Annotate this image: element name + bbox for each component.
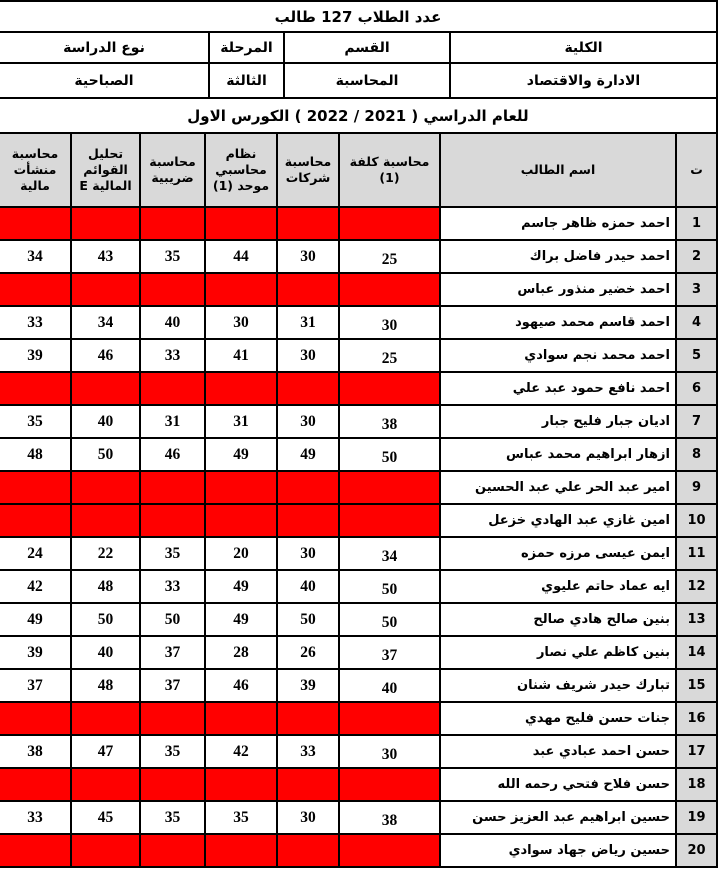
header-row-number: ت bbox=[676, 133, 717, 207]
grade-cell: 30 bbox=[205, 306, 277, 339]
student-row bbox=[0, 339, 717, 372]
fail-cell bbox=[205, 471, 277, 504]
row-number-cell: 13 bbox=[676, 603, 717, 636]
grade-cell: 44 bbox=[205, 240, 277, 273]
grade-cell: 42 bbox=[205, 735, 277, 768]
row-number-cell: 20 bbox=[676, 834, 717, 867]
info-values-row bbox=[0, 63, 717, 98]
grade-cell: 40 bbox=[71, 405, 140, 438]
grade-cell: 50 bbox=[339, 603, 440, 636]
fail-cell bbox=[205, 834, 277, 867]
student-name-cell: اديان جبار فليح جبار bbox=[440, 405, 676, 438]
fail-cell bbox=[71, 834, 140, 867]
student-name-cell: حسن فلاح فتحي رحمه الله bbox=[440, 768, 676, 801]
grade-cell: 30 bbox=[339, 735, 440, 768]
fail-cell bbox=[339, 273, 440, 306]
row-number-cell: 10 bbox=[676, 504, 717, 537]
grade-cell: 30 bbox=[277, 339, 339, 372]
grade-cell: 35 bbox=[0, 405, 71, 438]
grade-cell: 45 bbox=[71, 801, 140, 834]
grade-cell: 20 bbox=[205, 537, 277, 570]
row-number-cell: 19 bbox=[676, 801, 717, 834]
fail-cell bbox=[277, 768, 339, 801]
row-number-cell: 14 bbox=[676, 636, 717, 669]
row-number-cell: 1 bbox=[676, 207, 717, 240]
grade-cell: 24 bbox=[0, 537, 71, 570]
grade-cell: 49 bbox=[205, 438, 277, 471]
fail-cell bbox=[71, 504, 140, 537]
grade-cell: 26 bbox=[277, 636, 339, 669]
grade-cell: 49 bbox=[277, 438, 339, 471]
student-row bbox=[0, 735, 717, 768]
row-number-cell: 3 bbox=[676, 273, 717, 306]
grade-cell: 50 bbox=[71, 438, 140, 471]
fail-cell bbox=[140, 372, 205, 405]
fail-cell bbox=[71, 372, 140, 405]
student-row bbox=[0, 834, 717, 867]
grade-cell: 38 bbox=[0, 735, 71, 768]
student-name-cell: امير عبد الحر علي عبد الحسين bbox=[440, 471, 676, 504]
fail-cell bbox=[71, 207, 140, 240]
student-row bbox=[0, 306, 717, 339]
fail-cell bbox=[71, 702, 140, 735]
fail-cell bbox=[205, 273, 277, 306]
student-name-cell: حسن احمد عبادي عبد bbox=[440, 735, 676, 768]
grade-cell: 33 bbox=[140, 570, 205, 603]
grade-cell: 31 bbox=[277, 306, 339, 339]
header-subject-corporate-accounting: محاسبة شركات bbox=[277, 133, 339, 207]
fail-cell bbox=[339, 702, 440, 735]
student-row bbox=[0, 273, 717, 306]
grade-cell: 41 bbox=[205, 339, 277, 372]
grade-cell: 40 bbox=[71, 636, 140, 669]
student-row bbox=[0, 207, 717, 240]
student-name-cell: حسين ابراهيم عبد العزيز حسن bbox=[440, 801, 676, 834]
title-row bbox=[0, 1, 717, 32]
fail-cell bbox=[71, 273, 140, 306]
grade-cell: 46 bbox=[71, 339, 140, 372]
grade-cell: 33 bbox=[140, 339, 205, 372]
grade-cell: 28 bbox=[205, 636, 277, 669]
student-row bbox=[0, 801, 717, 834]
fail-cell bbox=[277, 207, 339, 240]
value-study-type: الصباحية bbox=[0, 63, 209, 98]
value-department: المحاسبة bbox=[284, 63, 450, 98]
info-labels-row bbox=[0, 32, 717, 63]
grade-cell: 50 bbox=[339, 570, 440, 603]
grade-cell: 39 bbox=[0, 339, 71, 372]
grade-cell: 31 bbox=[140, 405, 205, 438]
row-number-cell: 9 bbox=[676, 471, 717, 504]
grade-cell: 40 bbox=[277, 570, 339, 603]
fail-cell bbox=[0, 702, 71, 735]
student-name-cell: بنين كاظم علي نصار bbox=[440, 636, 676, 669]
student-row bbox=[0, 669, 717, 702]
grade-cell: 35 bbox=[205, 801, 277, 834]
grade-cell: 30 bbox=[277, 537, 339, 570]
fail-cell bbox=[205, 768, 277, 801]
fail-cell bbox=[277, 372, 339, 405]
grade-cell: 22 bbox=[71, 537, 140, 570]
fail-cell bbox=[205, 504, 277, 537]
student-name-cell: امين غازي عبد الهادي خزعل bbox=[440, 504, 676, 537]
header-subject-unified-system: نظام محاسبي موحد (1) bbox=[205, 133, 277, 207]
grade-cell: 39 bbox=[277, 669, 339, 702]
grade-cell: 49 bbox=[0, 603, 71, 636]
student-row bbox=[0, 438, 717, 471]
fail-cell bbox=[0, 372, 71, 405]
fail-cell bbox=[277, 504, 339, 537]
header-subject-financial-institutions: محاسبة منشأت مالية bbox=[0, 133, 71, 207]
student-row bbox=[0, 570, 717, 603]
student-name-cell: تبارك حيدر شريف شنان bbox=[440, 669, 676, 702]
fail-cell bbox=[205, 207, 277, 240]
student-name-cell: احمد نافع حمود عبد علي bbox=[440, 372, 676, 405]
grade-cell: 37 bbox=[140, 669, 205, 702]
grade-cell: 33 bbox=[0, 801, 71, 834]
fail-cell bbox=[140, 702, 205, 735]
grade-cell: 40 bbox=[339, 669, 440, 702]
fail-cell bbox=[0, 504, 71, 537]
fail-cell bbox=[140, 207, 205, 240]
grade-cell: 49 bbox=[205, 570, 277, 603]
fail-cell bbox=[277, 834, 339, 867]
grade-cell: 33 bbox=[277, 735, 339, 768]
grade-cell: 50 bbox=[339, 438, 440, 471]
column-header-row bbox=[0, 133, 717, 207]
fail-cell bbox=[71, 768, 140, 801]
student-name-cell: جنات حسن فليح مهدي bbox=[440, 702, 676, 735]
label-department: القسم bbox=[284, 32, 450, 63]
grade-cell: 37 bbox=[0, 669, 71, 702]
row-number-cell: 17 bbox=[676, 735, 717, 768]
value-college: الادارة والاقتصاد bbox=[450, 63, 717, 98]
value-stage: الثالثة bbox=[209, 63, 284, 98]
fail-cell bbox=[339, 372, 440, 405]
grade-cell: 50 bbox=[71, 603, 140, 636]
grade-cell: 42 bbox=[0, 570, 71, 603]
grade-cell: 49 bbox=[205, 603, 277, 636]
fail-cell bbox=[339, 834, 440, 867]
row-number-cell: 7 bbox=[676, 405, 717, 438]
academic-year-text: للعام الدراسي ( 2021 / 2022 ) الكورس الاول bbox=[0, 98, 717, 133]
fail-cell bbox=[0, 768, 71, 801]
info-table bbox=[0, 0, 718, 134]
grade-cell: 46 bbox=[205, 669, 277, 702]
grade-cell: 30 bbox=[277, 405, 339, 438]
label-college: الكلية bbox=[450, 32, 717, 63]
fail-cell bbox=[0, 273, 71, 306]
grade-cell: 34 bbox=[71, 306, 140, 339]
student-name-cell: ايه عماد حاتم عليوي bbox=[440, 570, 676, 603]
grade-cell: 37 bbox=[339, 636, 440, 669]
header-subject-cost-accounting: محاسبة كلفة (1) bbox=[339, 133, 440, 207]
fail-cell bbox=[339, 471, 440, 504]
row-number-cell: 18 bbox=[676, 768, 717, 801]
student-name-cell: حسين رياض جهاد سوادي bbox=[440, 834, 676, 867]
student-name-cell: بنين صالح هادي صالح bbox=[440, 603, 676, 636]
grade-cell: 48 bbox=[71, 570, 140, 603]
grade-cell: 25 bbox=[339, 240, 440, 273]
grade-cell: 47 bbox=[71, 735, 140, 768]
student-name-cell: احمد حيدر فاضل براك bbox=[440, 240, 676, 273]
fail-cell bbox=[0, 834, 71, 867]
student-name-cell: احمد قاسم محمد صيهود bbox=[440, 306, 676, 339]
grade-cell: 31 bbox=[205, 405, 277, 438]
grade-cell: 43 bbox=[71, 240, 140, 273]
student-row bbox=[0, 471, 717, 504]
fail-cell bbox=[140, 273, 205, 306]
student-row bbox=[0, 702, 717, 735]
student-row bbox=[0, 240, 717, 273]
grade-cell: 48 bbox=[0, 438, 71, 471]
students-tbody bbox=[0, 207, 717, 867]
fail-cell bbox=[140, 504, 205, 537]
row-number-cell: 4 bbox=[676, 306, 717, 339]
fail-cell bbox=[0, 471, 71, 504]
year-row bbox=[0, 98, 717, 133]
label-study-type: نوع الدراسة bbox=[0, 32, 209, 63]
fail-cell bbox=[339, 504, 440, 537]
header-subject-financial-statements: تحليل القوائم المالية E bbox=[71, 133, 140, 207]
fail-cell bbox=[205, 372, 277, 405]
grade-cell: 30 bbox=[277, 801, 339, 834]
grades-table bbox=[0, 132, 718, 868]
fail-cell bbox=[0, 207, 71, 240]
row-number-cell: 16 bbox=[676, 702, 717, 735]
student-name-cell: ايمن عيسى مرزه حمزه bbox=[440, 537, 676, 570]
fail-cell bbox=[140, 471, 205, 504]
header-student-name: اسم الطالب bbox=[440, 133, 676, 207]
fail-cell bbox=[140, 768, 205, 801]
student-row bbox=[0, 603, 717, 636]
grade-cell: 38 bbox=[339, 405, 440, 438]
student-row bbox=[0, 537, 717, 570]
fail-cell bbox=[205, 702, 277, 735]
student-row bbox=[0, 768, 717, 801]
student-row bbox=[0, 636, 717, 669]
grade-cell: 37 bbox=[140, 636, 205, 669]
fail-cell bbox=[277, 273, 339, 306]
label-stage: المرحلة bbox=[209, 32, 284, 63]
grade-cell: 46 bbox=[140, 438, 205, 471]
student-name-cell: احمد حمزه ظاهر جاسم bbox=[440, 207, 676, 240]
fail-cell bbox=[277, 471, 339, 504]
student-name-cell: احمد محمد نجم سوادي bbox=[440, 339, 676, 372]
student-name-cell: ازهار ابراهيم محمد عباس bbox=[440, 438, 676, 471]
grade-cell: 35 bbox=[140, 240, 205, 273]
grade-cell: 40 bbox=[140, 306, 205, 339]
row-number-cell: 15 bbox=[676, 669, 717, 702]
fail-cell bbox=[71, 471, 140, 504]
row-number-cell: 5 bbox=[676, 339, 717, 372]
fail-cell bbox=[140, 834, 205, 867]
grade-cell: 48 bbox=[71, 669, 140, 702]
grade-cell: 50 bbox=[277, 603, 339, 636]
row-number-cell: 12 bbox=[676, 570, 717, 603]
fail-cell bbox=[277, 702, 339, 735]
grade-cell: 35 bbox=[140, 537, 205, 570]
grade-cell: 30 bbox=[277, 240, 339, 273]
grade-cell: 30 bbox=[339, 306, 440, 339]
student-row bbox=[0, 405, 717, 438]
row-number-cell: 11 bbox=[676, 537, 717, 570]
grade-cell: 38 bbox=[339, 801, 440, 834]
fail-cell bbox=[339, 207, 440, 240]
student-name-cell: احمد خضير منذور عباس bbox=[440, 273, 676, 306]
grade-cell: 50 bbox=[140, 603, 205, 636]
grade-cell: 34 bbox=[339, 537, 440, 570]
row-number-cell: 2 bbox=[676, 240, 717, 273]
grade-cell: 39 bbox=[0, 636, 71, 669]
grade-cell: 35 bbox=[140, 735, 205, 768]
page-title: عدد الطلاب 127 طالب bbox=[0, 1, 717, 32]
row-number-cell: 6 bbox=[676, 372, 717, 405]
grade-cell: 33 bbox=[0, 306, 71, 339]
fail-cell bbox=[339, 768, 440, 801]
row-number-cell: 8 bbox=[676, 438, 717, 471]
header-subject-tax-accounting: محاسبة ضريبية bbox=[140, 133, 205, 207]
grade-cell: 35 bbox=[140, 801, 205, 834]
grade-cell: 25 bbox=[339, 339, 440, 372]
grade-cell: 34 bbox=[0, 240, 71, 273]
student-row bbox=[0, 372, 717, 405]
student-row bbox=[0, 504, 717, 537]
